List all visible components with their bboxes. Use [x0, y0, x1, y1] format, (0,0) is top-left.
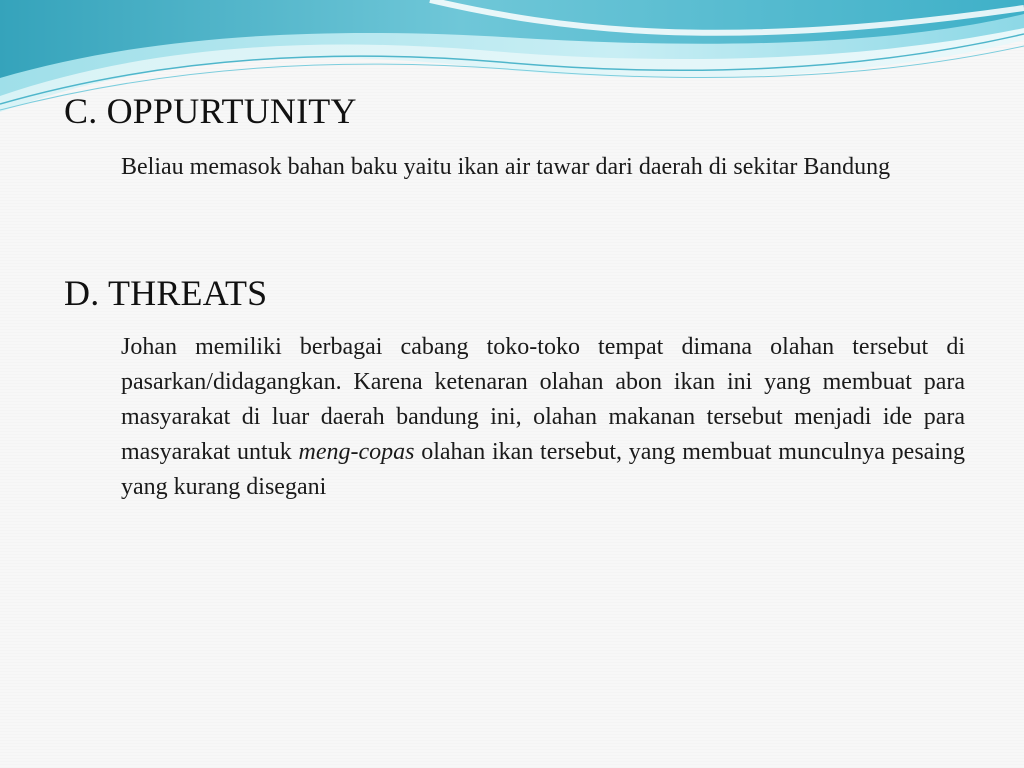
heading-opportunity: C. OPPURTUNITY — [64, 91, 357, 131]
paragraph-threats-part-1: Johan memiliki berbagai cabang toko-toko tempat dimana olahan tersebut di pasarkan/didagangkan. Karena ketenaran olahan abon ikan ini yang membuat para masyarakat di luar daerah bandung ini, olahan makanan tersebut menjadi ide para masyarakat untuk — [121, 334, 965, 465]
paragraph-threats — [121, 330, 965, 505]
paragraph-opportunity: Beliau memasok bahan baku yaitu ikan air tawar dari daerah di sekitar Bandung — [121, 154, 891, 180]
paragraph-threats-part-2: olahan ikan tersebut, yang membuat munculnya pesaing yang kurang disegani — [121, 439, 965, 500]
heading-threats: D. THREATS — [64, 273, 268, 313]
paragraph-threats-italic-term: meng-copas — [298, 439, 415, 465]
